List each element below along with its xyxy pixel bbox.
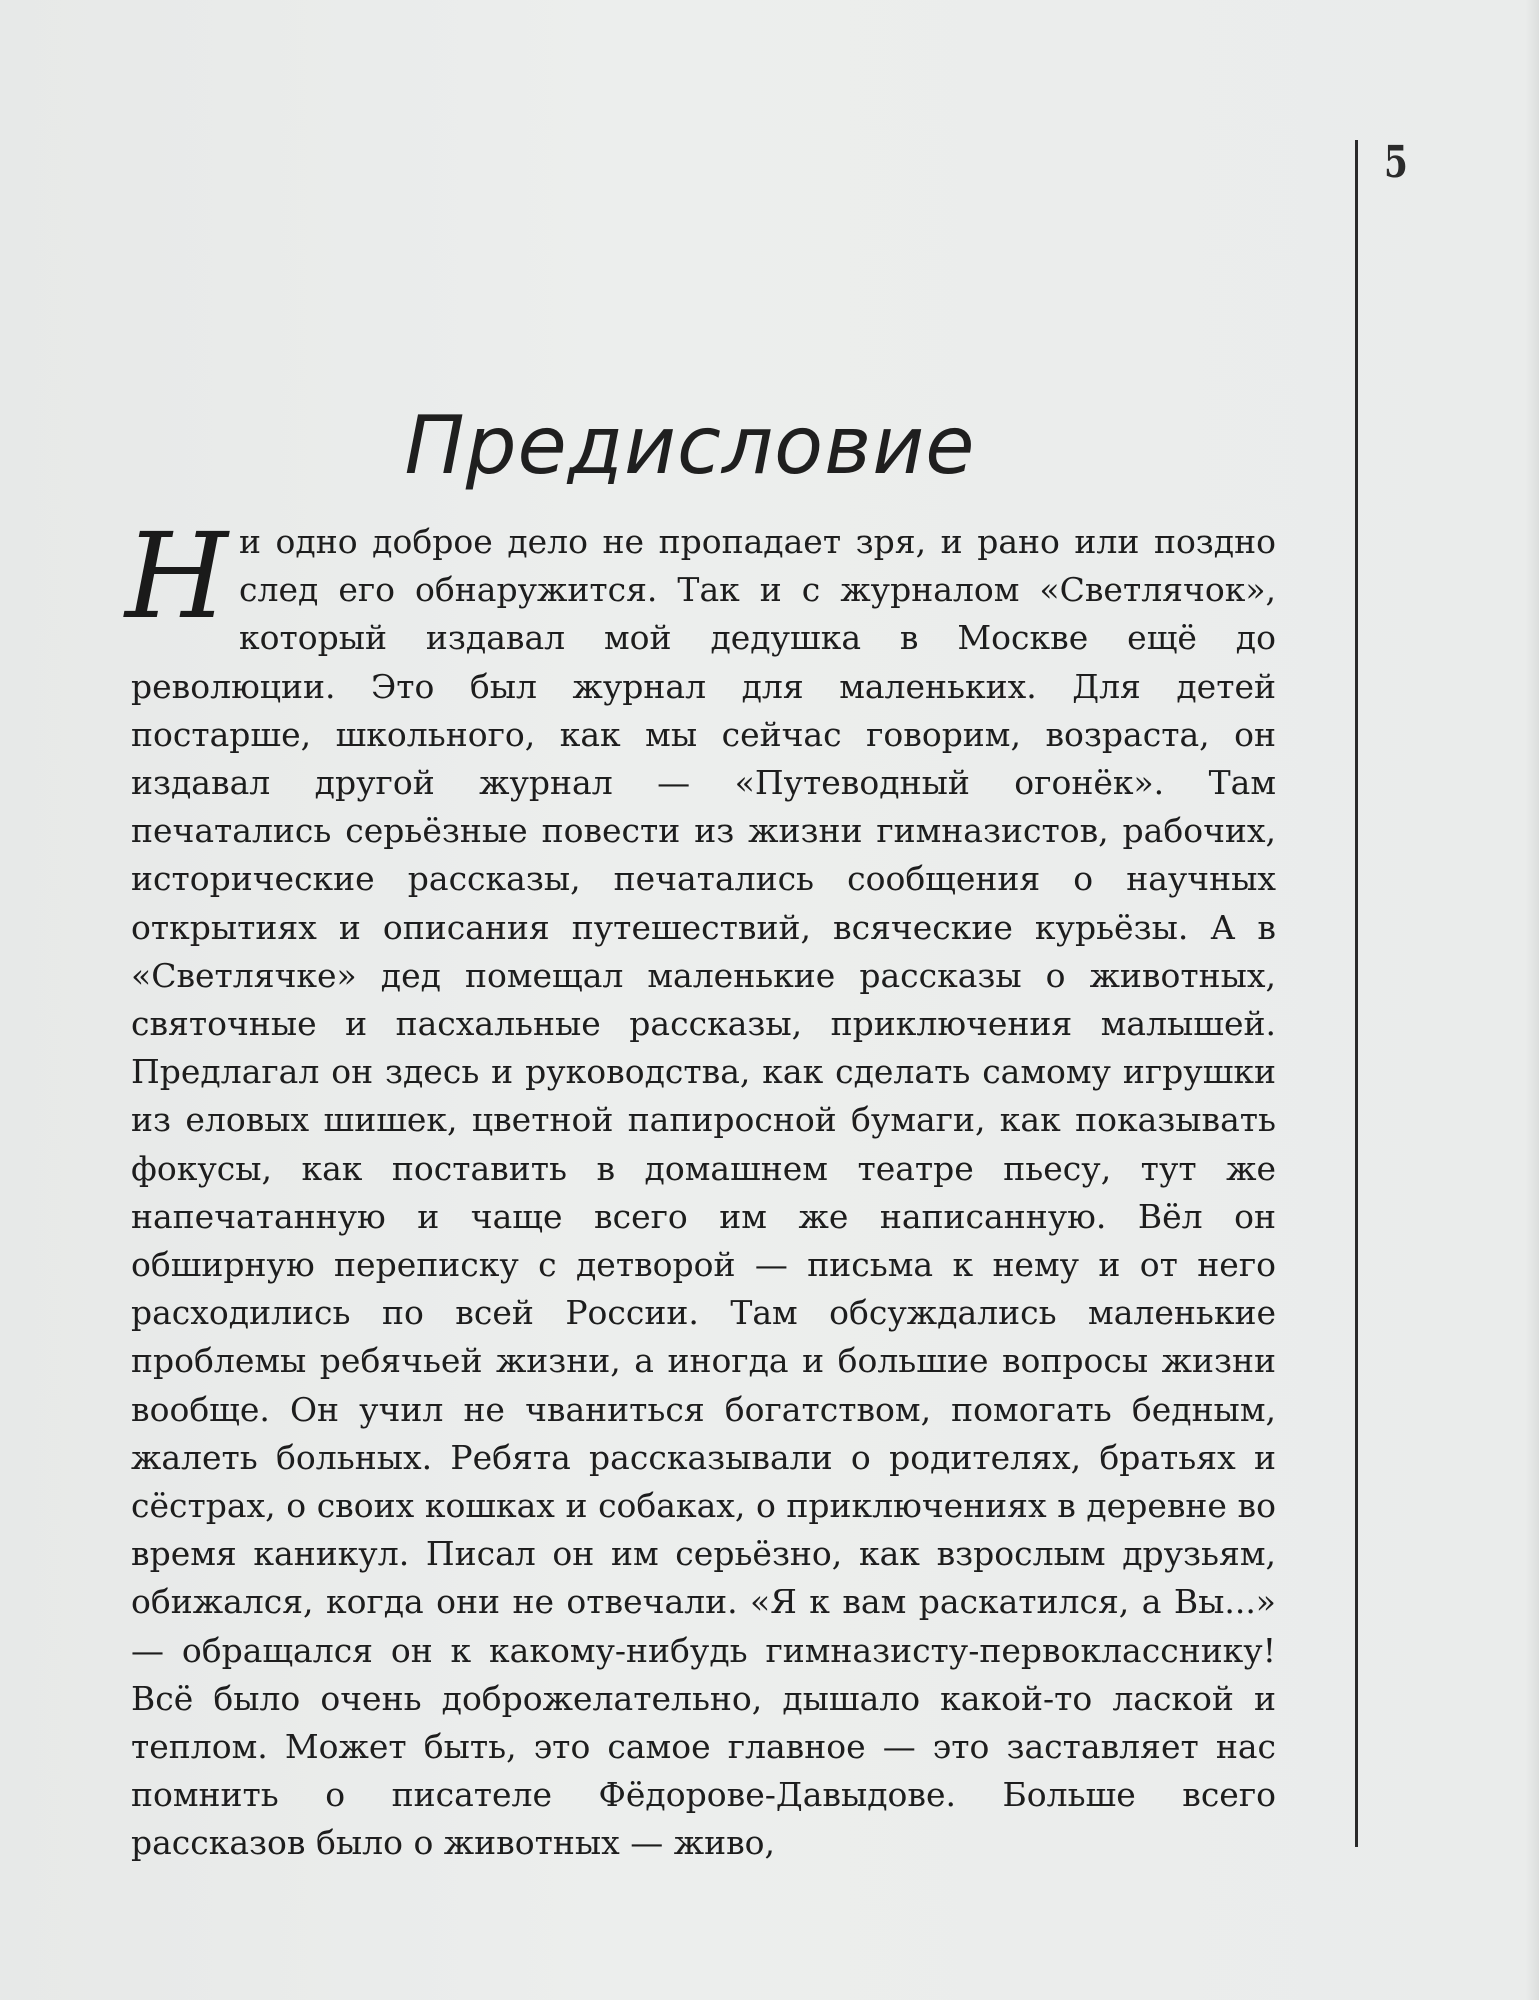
drop-cap: Н — [125, 507, 228, 645]
body-paragraph — [125, 507, 1276, 1868]
page-title: Предисловие — [404, 399, 976, 492]
page-edge-shadow — [1525, 0, 1539, 2000]
body-text: и одно доброе дело не пропадает зря, и рано или поздно след его обнаружится. Так и с журналом «Светлячок», который издавал мой дедушка в Москве ещё до революции. Это был журнал для маленьких. Для детей постарше, школьного, как мы сейчас говорим, возраста, он издавал другой журнал — «Путеводный огонёк». Там печатались серьёзные повести из жизни гимназистов, рабочих, исторические рассказы, печатались сообщения о научных открытиях и описания путешествий, всяческие курьёзы. А в «Светлячке» дед помещал маленькие рассказы о животных, святочные и пасхальные рассказы, приключения малышей. Предлагал он здесь и руководства, как сделать самому игрушки из еловых шишек, цветной папиросной бумаги, как показывать фокусы, как поставить в домашнем театре пьесу, тут же напечатанную и чаще всего им же написанную. Вёл он обширную переписку с детворой — письма к нему и от него расходились по всей России. Там обсуждались маленькие проблемы ребячьей жизни, а иногда и большие вопросы жизни вообще. Он учил не чваниться богатством, помогать бедным, жалеть больных. Ребята рассказывали о родителях, братьях и сёстрах, о своих кошках и собаках, о приключениях в деревне во время каникул. Писал он им серьёзно, как взрослым друзьям, обижался, когда они не отвечали. «Я к вам раскатился, а Вы...» — обращался он к какому-нибудь гимназисту-первокласснику! Всё было очень доброжелательно, дышало какой-то лаской и теплом. Может быть, это самое главное — это заставляет нас помнить о писателе Фёдорове-Давыдове. Больше всего рассказов было о животных — живо, — [131, 522, 1276, 1863]
page-number: 5 — [1384, 137, 1408, 188]
margin-rule — [1355, 140, 1358, 1847]
